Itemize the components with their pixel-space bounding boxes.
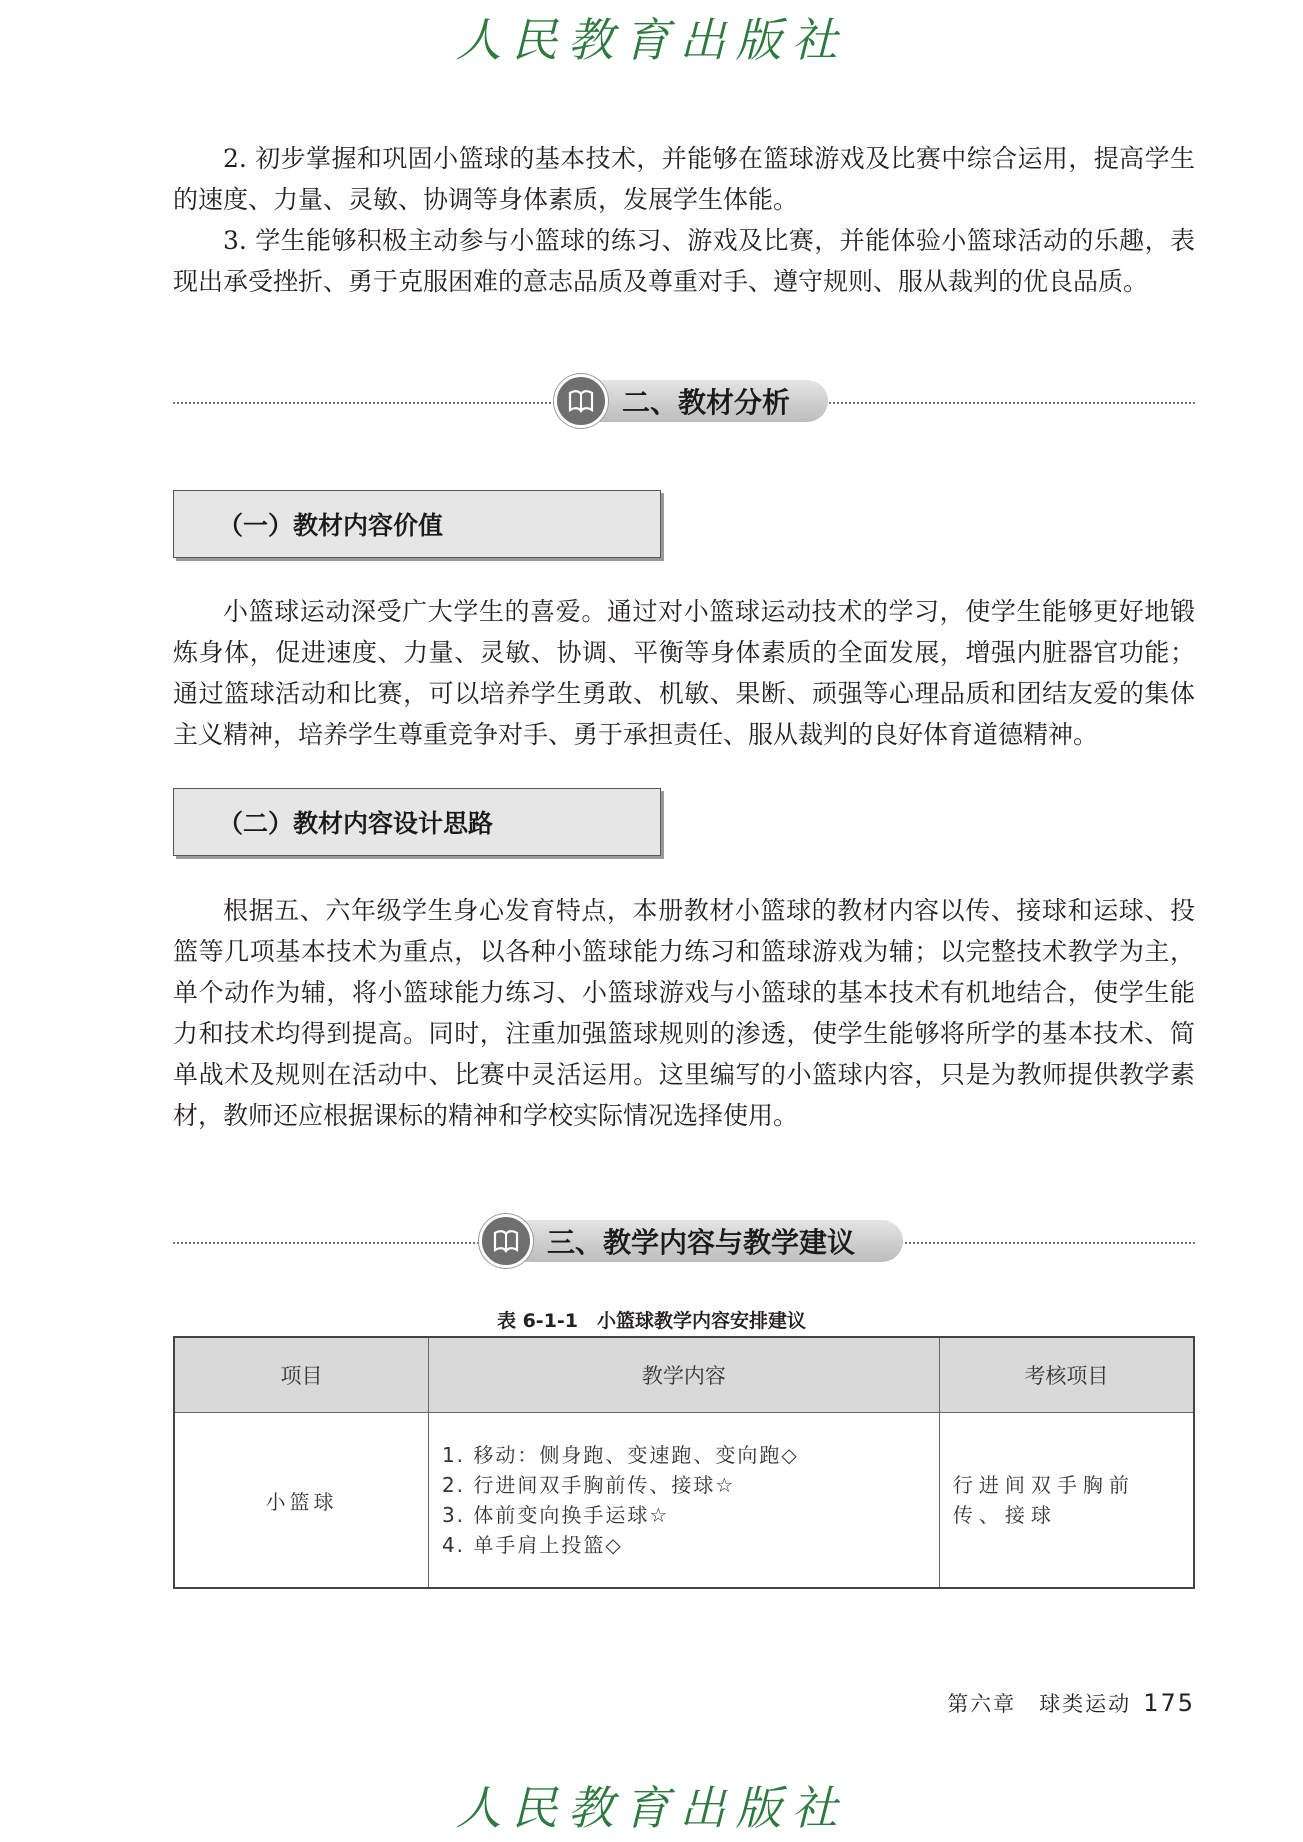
cell-assessment — [939, 1413, 1194, 1589]
header-item: 项目 — [174, 1337, 428, 1413]
publisher-logo-bottom: 人民教育出版社 — [455, 1781, 848, 1835]
subheading-2-title: （二）教材内容设计思路 — [218, 809, 494, 838]
subheading-2 — [173, 788, 661, 856]
section-3-title: 三、教学内容与教学建议 — [547, 1226, 856, 1259]
teaching-plan-table — [173, 1336, 1195, 1589]
section-heading-3 — [483, 1220, 903, 1262]
content-value-paragraph: 小篮球运动深受广大学生的喜爱。通过对小篮球运动技术的学习，使学生能够更好地锻炼身体，促进速度、力量、灵敏、协调、平衡等身体素质的全面发展，增强内脏器官功能；通过篮球活动和比赛，可以培养学生勇敢、机敏、果断、顽强等心理品质和团结友爱的集体主义精神，培养学生尊重竞争对手、勇于承担责任、服从裁判的良好体育道德精神。 — [173, 597, 1195, 749]
design-idea-text — [173, 890, 1195, 1136]
section-2-title: 二、教材分析 — [622, 386, 791, 419]
table-row — [174, 1413, 1194, 1589]
cell-item: 小篮球 — [174, 1413, 428, 1589]
assessment-text: 行进间双手胸前传、接球 — [952, 1473, 1135, 1527]
objective-3: 3. 学生能够积极主动参与小篮球的练习、游戏及比赛，并能体验小篮球活动的乐趣，表现出承受挫折、勇于克服困难的意志品质及尊重对手、遵守规则、服从裁判的优良品质。 — [173, 226, 1195, 296]
page-footer — [947, 1688, 1195, 1718]
book-icon — [554, 374, 608, 428]
subheading-1 — [173, 490, 661, 558]
page-number: 175 — [1143, 1689, 1195, 1717]
cell-contents — [428, 1413, 939, 1589]
publisher-logo-top: 人民教育出版社 — [455, 13, 848, 67]
header-content: 教学内容 — [428, 1337, 939, 1413]
list-item: 2. 行进间双手胸前传、接球☆ — [441, 1473, 736, 1497]
design-idea-paragraph: 根据五、六年级学生身心发育特点，本册教材小篮球的教材内容以传、接球和运球、投篮等几项基本技术为重点，以各种小篮球能力练习和篮球游戏为辅；以完整技术教学为主，单个动作为辅，将小篮球能力练习、小篮球游戏与小篮球的基本技术有机地结合，使学生能力和技术均得到提高。同时，注重加强篮球规则的渗透，使学生能够将所学的基本技术、简单战术及规则在活动中、比赛中灵活运用。这里编写的小篮球内容，只是为教师提供教学素材，教师还应根据课标的精神和学校实际情况选择使用。 — [173, 896, 1195, 1130]
subheading-1-title: （一）教材内容价值 — [218, 511, 444, 540]
table-header-row — [174, 1337, 1194, 1413]
chapter-label: 第六章 球类运动 — [947, 1692, 1132, 1716]
section-heading-2 — [558, 380, 828, 422]
list-item: 3. 体前变向换手运球☆ — [441, 1503, 670, 1527]
list-item: 4. 单手肩上投篮◇ — [441, 1533, 623, 1557]
objectives-text — [173, 138, 1195, 302]
objective-2: 2. 初步掌握和巩固小篮球的基本技术，并能够在篮球游戏及比赛中综合运用，提高学生的速度、力量、灵敏、协调等身体素质，发展学生体能。 — [173, 144, 1195, 214]
header-assessment: 考核项目 — [939, 1337, 1194, 1413]
book-icon — [479, 1214, 533, 1268]
content-value-text — [173, 591, 1195, 755]
list-item: 1. 移动：侧身跑、变速跑、变向跑◇ — [441, 1443, 799, 1467]
table-caption: 表 6-1-1 小篮球教学内容安排建议 — [496, 1310, 807, 1332]
